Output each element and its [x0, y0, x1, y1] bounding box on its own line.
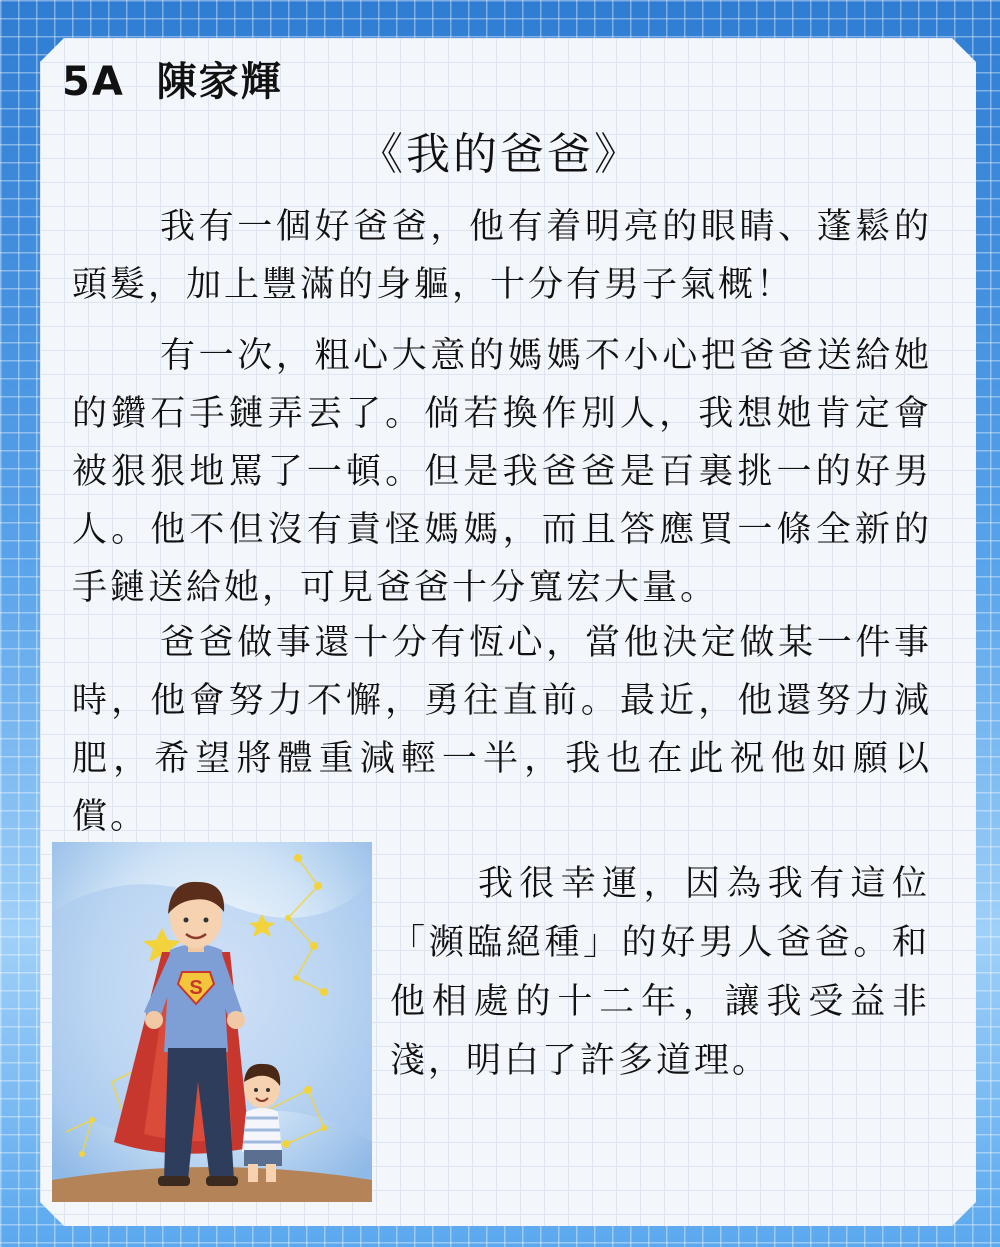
superman-emblem: S — [189, 977, 203, 999]
son-figure — [242, 1064, 282, 1182]
paragraph-3: 爸爸做事還十分有恆心，當他決定做某一件事時，他會努力不懈，勇往直前。最近，他還努力減肥，希望將體重減輕一半，我也在此祝他如願以償。 — [72, 623, 932, 837]
author-name: 5A 陳家輝 — [62, 59, 283, 105]
illustration-svg — [52, 842, 372, 1202]
paragraph-2: 有一次，粗心大意的媽媽不小心把爸爸送給她的鑽石手鏈弄丟了。倘若換作別人，我想她肯定會被狠狠地罵了一頓。但是我爸爸是百裏挑一的好男人。他不但沒有責怪媽媽，而且答應買一條全新的手鏈送給她，可見爸爸十分寬宏大量。 — [72, 336, 932, 608]
essay-title: 《我的爸爸》 — [359, 129, 641, 180]
superhero-dad-illustration — [52, 842, 372, 1202]
paragraph-4: 我很幸運，因為我有這位「瀕臨絕種」的好男人爸爸。和他相處的十二年，讓我受益非淺，明白了許多道理。 — [390, 864, 930, 1081]
paragraph-1: 我有一個好爸爸，他有着明亮的眼睛、蓬鬆的頭髮，加上豐滿的身軀，十分有男子氣概！ — [72, 207, 932, 305]
